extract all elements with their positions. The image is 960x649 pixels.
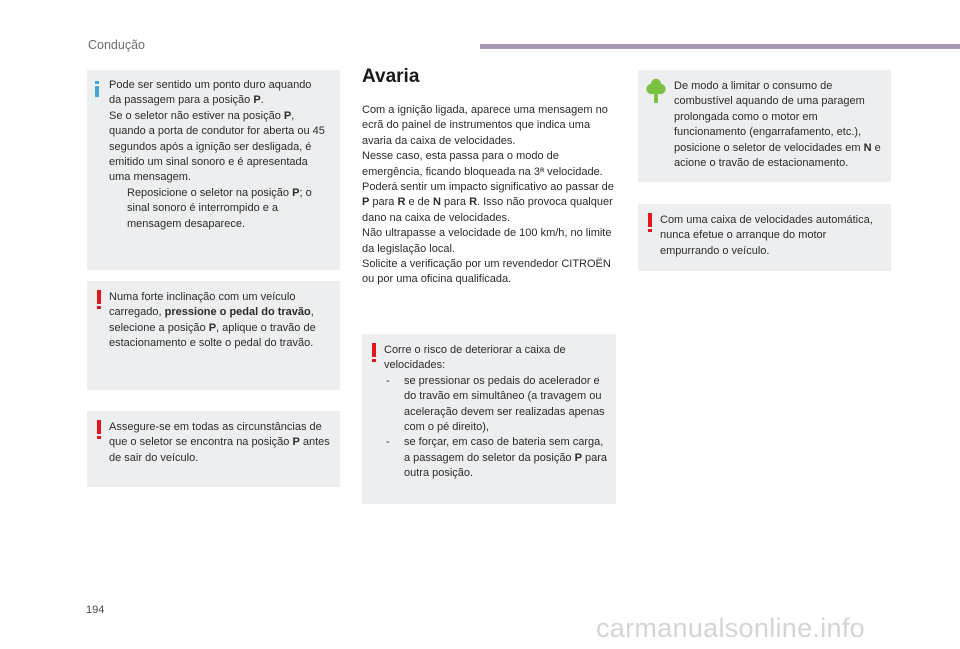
warning-box-push-start [638, 204, 891, 271]
warning-box-slope [87, 281, 340, 390]
warning-slope-text: Numa forte inclinação com um veículo carregado, pressione o pedal do travão, selecione a posição P, aplique o travão de estacionamento e solte o pedal do travão. [109, 291, 316, 350]
warning-park-text: Assegure-se em todas as circunstâncias de que o seletor se encontra na posição P antes de sair do veículo. [109, 421, 330, 464]
info-text-1: Pode ser sentido um ponto duro aquando [109, 79, 312, 91]
section-title: Condução [88, 38, 145, 52]
eco-text: De modo a limitar o consumo de combustível aquando de uma paragem prolongada como o motor em funcionamento (engarrafamento, etc.), posicione o seletor de velocidades em N e acione o travão de estacionamento. [674, 80, 881, 170]
info-box: Pode ser sentido um ponto duro aquando da passagem para a posição P. Se o seletor não estiver na posição P, quando a porta de condutor for aberta ou 45 segundos após a ignição ser desligada, é emitido um sinal sonoro e é apresentada uma mensagem. Reposicione o seletor na posição P; o sinal sonoro é interrompido e a mensagem desaparece. [87, 70, 340, 270]
eco-tree-icon [646, 78, 666, 104]
watermark: carmanualsonline.info [596, 613, 865, 643]
warning-icon [648, 213, 653, 232]
paragraph-1: Com a ignição ligada, aparece uma mensagem no ecrã do painel de instrumentos que indica uma avaria da caixa de velocidades. [362, 104, 608, 147]
warning-icon [372, 343, 377, 362]
section-bar [480, 44, 960, 49]
info-text-3: Se o seletor não estiver na posição [109, 109, 284, 122]
paragraph-3: Não ultrapasse a velocidade de 100 km/h, no limite da legislação local. [362, 227, 612, 255]
page-number: 194 [86, 604, 105, 616]
info-text-4: quando a porta de condutor for aberta ou 45 segundos após a ignição ser desligada, é emitido um sinal sonoro e é apresentada uma mensagem. [109, 125, 325, 184]
eco-box [638, 70, 891, 182]
warning-box-park [87, 411, 340, 487]
list-item: - se forçar, em caso de bateria sem carga, a passagem do seletor da posição P para outra posição. [386, 436, 608, 480]
main-body-text [362, 103, 616, 288]
warning-box-gearbox [362, 334, 616, 504]
list-item: - se pressionar os pedais do acelerador e do travão em simultâneo (a travagem ou aceleração devem ser realizadas apenas com o pé direito), [386, 374, 605, 434]
info-text-2: da passagem para a posição [109, 94, 254, 107]
push-start-text: Com uma caixa de velocidades automática, nunca efetue o arranque do motor empurrando o veículo. [660, 214, 873, 257]
paragraph-4: Solicite a verificação por um revendedor CITROËN ou por uma oficina qualificada. [362, 258, 611, 286]
warning-icon [97, 420, 102, 439]
gearbox-intro: Corre o risco de deteriorar a caixa de velocidades: [384, 344, 566, 372]
info-icon [95, 81, 99, 97]
warning-icon [97, 290, 102, 309]
paragraph-2: Nesse caso, esta passa para o modo de emergência, ficando bloqueada na 3ª velocidade. Poderá sentir um impacto significativo ao passar de P para R e de N para R. Isso não provoca qualquer dano na caixa de velocidades. [362, 150, 614, 224]
page-title: Avaria [362, 66, 420, 87]
info-bullet: Reposicione o seletor na posição P; o sinal sonoro é interrompido e a mensagem desaparece. [127, 186, 312, 230]
